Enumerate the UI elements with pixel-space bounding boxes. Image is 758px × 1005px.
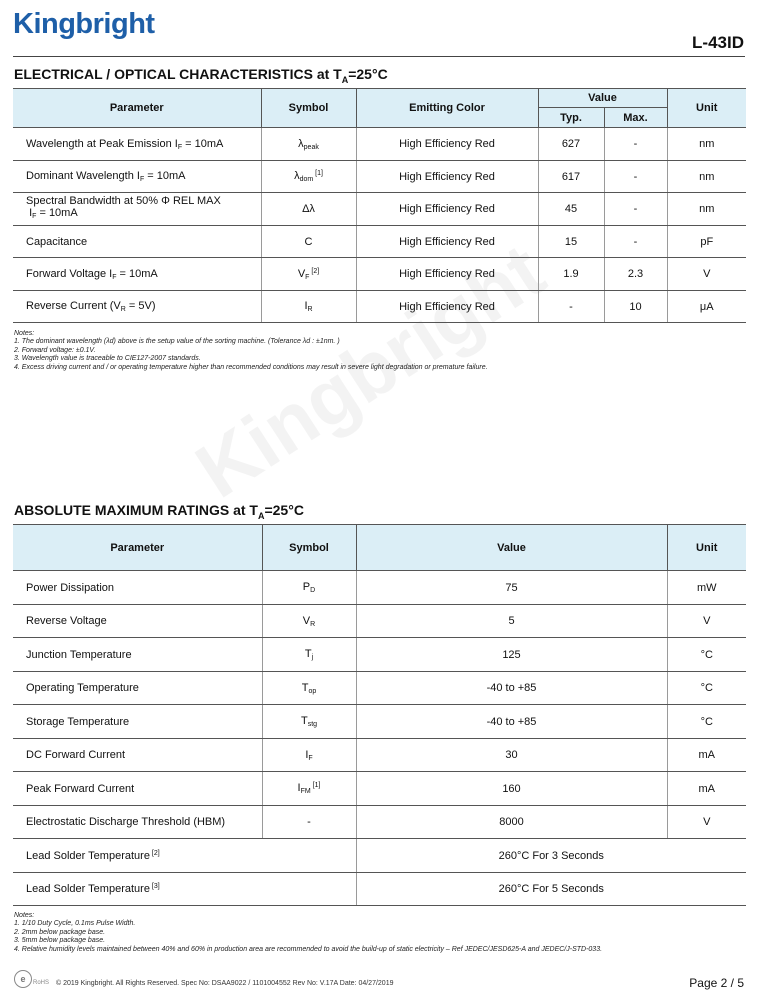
col-symbol: Symbol <box>261 89 356 128</box>
color-cell: High Efficiency Red <box>356 161 538 193</box>
unit-cell: pF <box>667 226 746 258</box>
symbol-cell: IFM [1] <box>262 772 356 806</box>
param-cell: DC Forward Current <box>13 739 262 772</box>
param-cell: Lead Solder Temperature [2] <box>13 839 356 873</box>
table-row <box>13 705 746 739</box>
eo-notes: Notes: 1. The dominant wavelength (λd) above is the setup value of the sorting machine. (Tolerance λd : ±1nm. ) 2. Forward voltage: ±0.1V. 3. Wavelength value is traceable to CIE127-2007 standards. 4. Excess driving current and / or operating temperature higher than recommended conditions may result in severe light degradation or premature failure. <box>14 330 488 371</box>
typ-cell: 617 <box>538 161 604 193</box>
value-cell: 260°C For 5 Seconds <box>356 873 746 906</box>
param-cell: Operating Temperature <box>13 672 262 705</box>
typ-cell: 1.9 <box>538 258 604 291</box>
symbol-cell: - <box>262 806 356 839</box>
symbol-cell: C <box>261 226 356 258</box>
unit-cell: mA <box>667 739 746 772</box>
table-row <box>13 128 746 161</box>
value-cell: 75 <box>356 571 667 605</box>
max-cell: 2.3 <box>604 258 667 291</box>
table-row <box>13 161 746 193</box>
table-row <box>13 258 746 291</box>
symbol-cell: PD <box>262 571 356 605</box>
param-cell: Wavelength at Peak Emission IF = 10mA <box>13 128 261 161</box>
part-number: L-43ID <box>692 33 744 52</box>
unit-cell: nm <box>667 161 746 193</box>
col-unit: Unit <box>667 89 746 128</box>
unit-cell: V <box>667 605 746 638</box>
table-row <box>13 226 746 258</box>
symbol-cell: VR <box>262 605 356 638</box>
col-unit: Unit <box>667 525 746 571</box>
unit-cell: nm <box>667 128 746 161</box>
page-number: Page 2 / 5 <box>689 976 744 990</box>
unit-cell: mA <box>667 772 746 806</box>
table-row <box>13 672 746 705</box>
table-row <box>13 806 746 839</box>
compliance-badge-icon: e <box>14 970 32 988</box>
table-row <box>13 873 746 906</box>
param-cell: Dominant Wavelength IF = 10mA <box>13 161 261 193</box>
table-row <box>13 839 746 873</box>
color-cell: High Efficiency Red <box>356 226 538 258</box>
color-cell: High Efficiency Red <box>356 291 538 323</box>
table-row <box>13 772 746 806</box>
param-cell: Spectral Bandwidth at 50% Φ REL MAX IF = 10mA <box>13 193 261 226</box>
eo-characteristics-table <box>13 88 746 323</box>
footer-copyright: © 2019 Kingbright. All Rights Reserved. Spec No: DSAA9022 / 1101004552 Rev No: V.17A Date: 04/27/2019 <box>56 980 394 987</box>
table-row <box>13 739 746 772</box>
table-row <box>13 571 746 605</box>
typ-cell: 627 <box>538 128 604 161</box>
col-typ: Typ. <box>538 108 604 128</box>
amr-ratings-table <box>13 524 746 906</box>
max-cell: - <box>604 128 667 161</box>
table-row <box>13 193 746 226</box>
unit-cell: °C <box>667 705 746 739</box>
param-cell: Lead Solder Temperature [3] <box>13 873 356 906</box>
param-cell: Peak Forward Current <box>13 772 262 806</box>
color-cell: High Efficiency Red <box>356 128 538 161</box>
col-parameter: Parameter <box>13 89 261 128</box>
value-cell: 30 <box>356 739 667 772</box>
value-cell: 160 <box>356 772 667 806</box>
col-value: Value <box>538 89 667 108</box>
param-cell: Power Dissipation <box>13 571 262 605</box>
table-row <box>13 605 746 638</box>
col-max: Max. <box>604 108 667 128</box>
typ-cell: - <box>538 291 604 323</box>
param-cell: Reverse Voltage <box>13 605 262 638</box>
max-cell: - <box>604 161 667 193</box>
unit-cell: nm <box>667 193 746 226</box>
symbol-cell: VF [2] <box>261 258 356 291</box>
symbol-cell: Δλ <box>261 193 356 226</box>
rohs-label: RoHS <box>33 980 50 986</box>
col-value: Value <box>356 525 667 571</box>
max-cell: 10 <box>604 291 667 323</box>
amr-section-title: ABSOLUTE MAXIMUM RATINGS at $T_A=25^\circ C$ <box>14 502 304 521</box>
symbol-cell: IF <box>262 739 356 772</box>
symbol-cell: λpeak <box>261 128 356 161</box>
color-cell: High Efficiency Red <box>356 193 538 226</box>
param-cell: Electrostatic Discharge Threshold (HBM) <box>13 806 262 839</box>
table-row <box>13 291 746 323</box>
value-cell: -40 to +85 <box>356 672 667 705</box>
symbol-cell: Tj <box>262 638 356 672</box>
value-cell: 260°C For 3 Seconds <box>356 839 746 873</box>
param-cell: Junction Temperature <box>13 638 262 672</box>
amr-notes: Notes: 1. 1/10 Duty Cycle, 0.1ms Pulse Width. 2. 2mm below package base. 3. 5mm below package base. 4. Relative humidity levels maintained between 40% and 60% in production area are recommended to avoid the build-up of static electricity – Ref JEDEC/JESD625-A and JEDEC/J-STD-033. <box>14 912 603 953</box>
value-cell: -40 to +85 <box>356 705 667 739</box>
param-cell: Capacitance <box>13 226 261 258</box>
value-cell: 125 <box>356 638 667 672</box>
unit-cell: μA <box>667 291 746 323</box>
param-cell: Reverse Current (VR = 5V) <box>13 291 261 323</box>
unit-cell: °C <box>667 638 746 672</box>
col-parameter: Parameter <box>13 525 262 571</box>
typ-cell: 15 <box>538 226 604 258</box>
unit-cell: mW <box>667 571 746 605</box>
symbol-cell: IR <box>261 291 356 323</box>
param-cell: Storage Temperature <box>13 705 262 739</box>
unit-cell: V <box>667 258 746 291</box>
col-emitting-color: Emitting Color <box>356 89 538 128</box>
unit-cell: °C <box>667 672 746 705</box>
color-cell: High Efficiency Red <box>356 258 538 291</box>
max-cell: - <box>604 193 667 226</box>
param-cell: Forward Voltage IF = 10mA <box>13 258 261 291</box>
value-cell: 5 <box>356 605 667 638</box>
unit-cell: V <box>667 806 746 839</box>
eo-section-title: ELECTRICAL / OPTICAL CHARACTERISTICS at $T_A=25^\circ C$ <box>14 66 388 85</box>
typ-cell: 45 <box>538 193 604 226</box>
max-cell: - <box>604 226 667 258</box>
kingbright-logo: Kingbright <box>13 8 155 40</box>
value-cell: 8000 <box>356 806 667 839</box>
symbol-cell: Top <box>262 672 356 705</box>
col-symbol: Symbol <box>262 525 356 571</box>
symbol-cell: λdom [1] <box>261 161 356 193</box>
header-divider <box>13 56 745 57</box>
symbol-cell: Tstg <box>262 705 356 739</box>
table-row <box>13 638 746 672</box>
